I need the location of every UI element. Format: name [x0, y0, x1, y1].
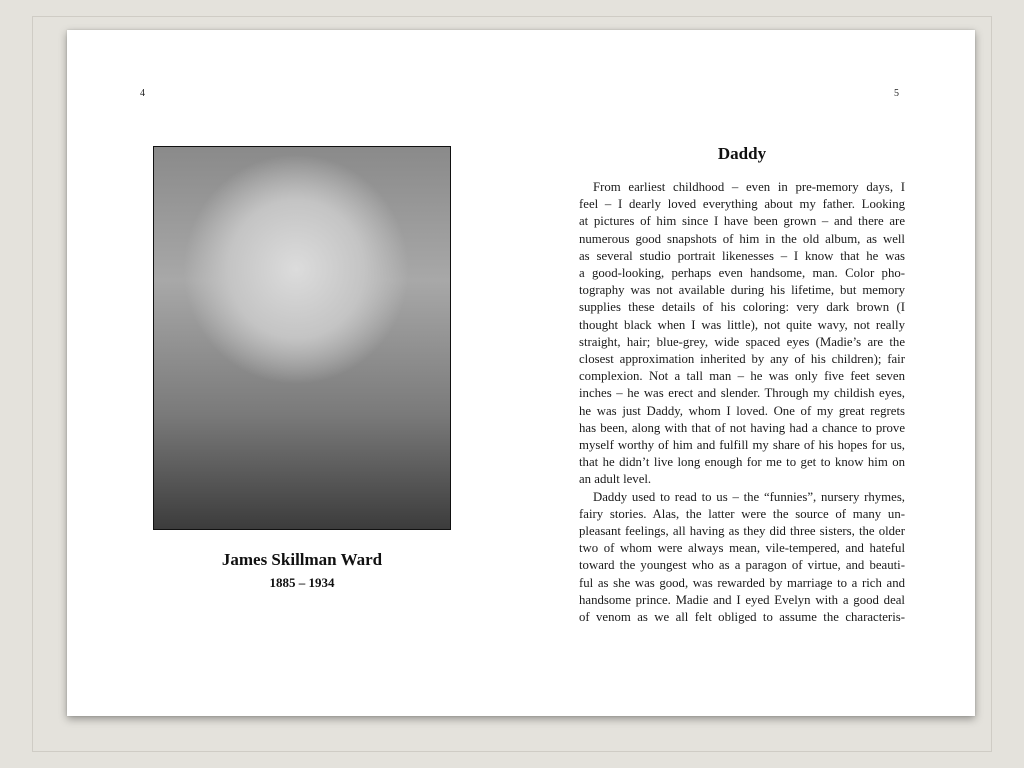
text-line: Daddy used to read to us – the “funnies”, nursery rhymes,	[593, 489, 905, 504]
book-spread	[67, 30, 975, 716]
text-line: of venom as we all felt obliged to assume the characteris-	[579, 610, 905, 625]
right-page-number: 5	[894, 88, 899, 99]
portrait-photo	[153, 146, 451, 530]
text-line: as several studio portrait likenesses – I know that he was	[579, 248, 905, 263]
chapter-title: Daddy	[717, 144, 767, 163]
text-line: two of whom were always mean, vile-tempered, and hateful	[579, 541, 905, 556]
text-line: fairy stories. Alas, the latter were the source of many un-	[579, 506, 905, 521]
text-line: straight, hair; blue-grey, wide spaced eyes (Madie’s are the	[579, 334, 905, 349]
text-line: numerous good snapshots of him in the old album, as well	[579, 231, 905, 246]
text-line: tography was not available during his lifetime, but memory	[579, 283, 905, 298]
text-line: an adult level.	[579, 472, 652, 487]
text-line: closest approximation inherited by any of his children); fair	[579, 352, 905, 367]
text-line: feel – I dearly loved everything about my father. Looking	[579, 197, 905, 212]
text-line: pleasant feelings, all having as they did three sisters, the older	[579, 524, 905, 539]
text-line: myself worthy of him and fulfill my share of his hopes for us,	[579, 438, 905, 453]
text-line: thought black when I was little), not quite wavy, not really	[579, 317, 905, 332]
text-line: toward the youngest who as a paragon of virtue, and beauti-	[579, 558, 905, 573]
text-line: inches – he was erect and slender. Through my childish eyes,	[579, 386, 905, 401]
text-line: handsome prince. Madie and I eyed Evelyn with a good deal	[579, 592, 905, 607]
text-line: at pictures of him since I have been grown – and there are	[579, 214, 905, 229]
text-line: From earliest childhood – even in pre-memory days, I	[593, 180, 905, 194]
left-page-number: 4	[140, 88, 145, 99]
text-line: ful as she was good, was rewarded by marriage to a rich and	[579, 575, 905, 590]
text-line: supplies these details of his coloring: very dark brown (I	[579, 300, 905, 315]
text-line: a good-looking, perhaps even handsome, man. Color pho-	[579, 266, 905, 281]
text-line: that he didn’t live long enough for me to get to know him on	[579, 455, 905, 470]
photo-caption-name: James Skillman Ward	[221, 550, 383, 569]
text-line: complexion. Not a tall man – he was only five feet seven	[579, 369, 905, 384]
chapter-body	[579, 179, 905, 626]
photo-caption-dates: 1885 – 1934	[269, 575, 335, 590]
text-line: he was just Daddy, whom I loved. One of my great regrets	[579, 403, 905, 418]
text-line: has been, along with that of not having had a chance to prove	[579, 420, 905, 435]
